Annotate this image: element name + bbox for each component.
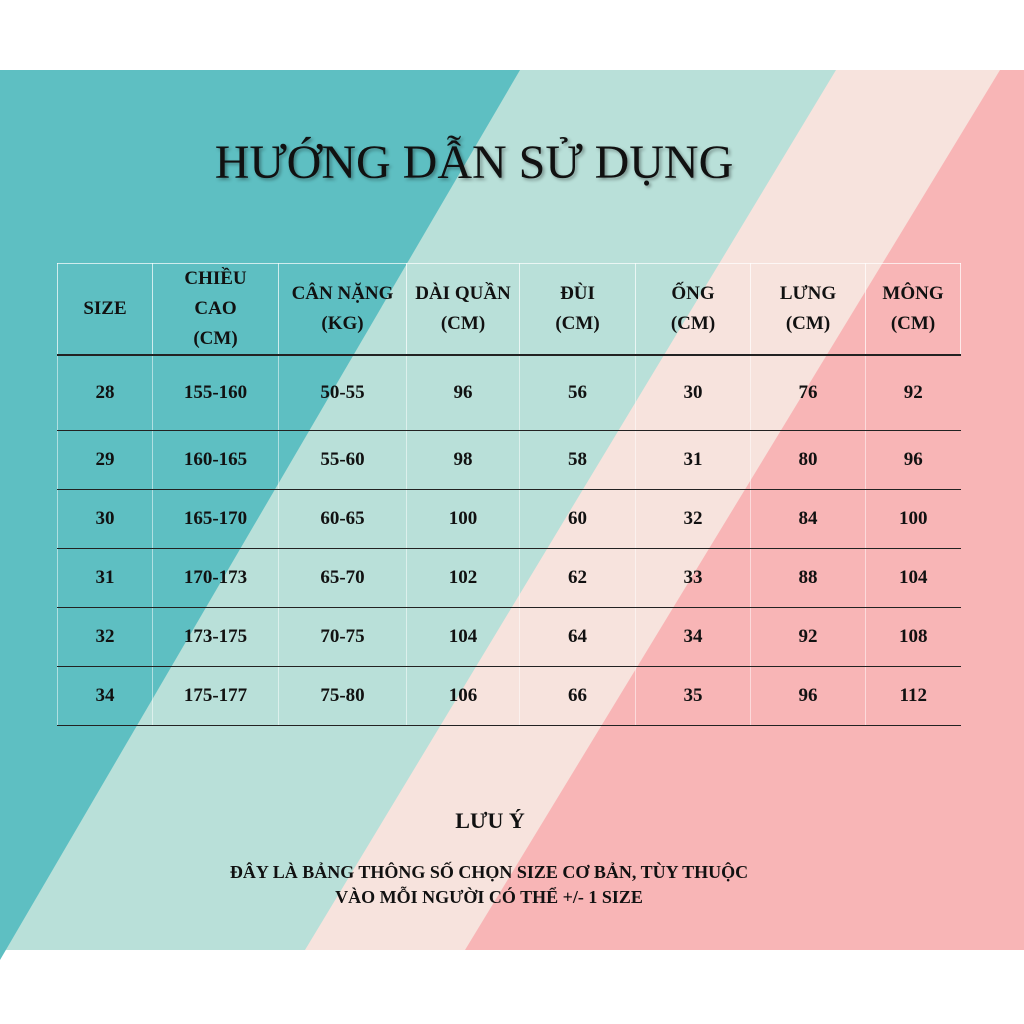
- table-row: [58, 667, 961, 726]
- table-row: [58, 549, 961, 608]
- column-header-line: (CM): [440, 313, 486, 334]
- table-cell: 34: [58, 667, 153, 726]
- table-cell: 96: [751, 667, 866, 726]
- column-header: [407, 264, 520, 356]
- table-cell: 84: [751, 490, 866, 549]
- note-title: LƯU Ý: [455, 808, 525, 833]
- column-header: [866, 264, 961, 356]
- column-header-line: (KG): [321, 313, 364, 334]
- table-cell: 160-165: [153, 431, 279, 490]
- column-header-line: SIZE: [83, 298, 127, 319]
- table-cell: 102: [407, 549, 520, 608]
- column-header-line: ỐNG: [671, 283, 715, 304]
- column-header-line: CÂN NẶNG: [291, 283, 394, 304]
- table-cell: 65-70: [279, 549, 407, 608]
- table-cell: 98: [407, 431, 520, 490]
- table-row: [58, 431, 961, 490]
- table-cell: 70-75: [279, 608, 407, 667]
- table-cell: 96: [866, 431, 961, 490]
- table-cell: 100: [407, 490, 520, 549]
- table-cell: 55-60: [279, 431, 407, 490]
- column-header: [58, 264, 153, 356]
- table-cell: 96: [407, 355, 520, 431]
- table-cell: 165-170: [153, 490, 279, 549]
- column-header-line: DÀI QUẦN: [415, 283, 511, 304]
- column-header: [153, 264, 279, 356]
- table-cell: 30: [636, 355, 751, 431]
- table-cell: 88: [751, 549, 866, 608]
- table-cell: 75-80: [279, 667, 407, 726]
- column-header-line: CHIỀU: [184, 268, 247, 289]
- table-cell: 104: [866, 549, 961, 608]
- table-cell: 29: [58, 431, 153, 490]
- table-row: [58, 355, 961, 431]
- table-cell: 32: [58, 608, 153, 667]
- column-header-line: MÔNG: [882, 283, 944, 304]
- table-cell: 170-173: [153, 549, 279, 608]
- table-cell: 34: [636, 608, 751, 667]
- table-row: [58, 608, 961, 667]
- table-cell: 30: [58, 490, 153, 549]
- column-header-line: ĐÙI: [560, 283, 595, 304]
- table-cell: 92: [866, 355, 961, 431]
- table-cell: 28: [58, 355, 153, 431]
- table-cell: 106: [407, 667, 520, 726]
- column-header: [279, 264, 407, 356]
- column-header-line: (CM): [670, 313, 716, 334]
- table-cell: 50-55: [279, 355, 407, 431]
- table-cell: 80: [751, 431, 866, 490]
- column-header-line: LƯNG: [779, 283, 837, 304]
- table-cell: 31: [636, 431, 751, 490]
- table-cell: 66: [520, 667, 636, 726]
- table-cell: 56: [520, 355, 636, 431]
- table-cell: 173-175: [153, 608, 279, 667]
- table-header-row: [58, 264, 961, 356]
- table-cell: 60: [520, 490, 636, 549]
- table-cell: 64: [520, 608, 636, 667]
- page-title: HƯỚNG DẪN SỬ DỤNG: [214, 136, 734, 189]
- column-header-line: (CM): [785, 313, 831, 334]
- table-cell: 31: [58, 549, 153, 608]
- table-cell: 35: [636, 667, 751, 726]
- size-table: [57, 263, 961, 726]
- column-header-line: (CM): [555, 313, 600, 334]
- column-header-line: (CM): [193, 328, 238, 349]
- table-row: [58, 490, 961, 549]
- column-header-line: CAO: [194, 298, 237, 319]
- table-cell: 33: [636, 549, 751, 608]
- note-line-2: VÀO MỖI NGƯỜI CÓ THỂ +/- 1 SIZE: [335, 887, 643, 907]
- column-header: [636, 264, 751, 356]
- table-cell: 32: [636, 490, 751, 549]
- table-cell: 112: [866, 667, 961, 726]
- table-cell: 76: [751, 355, 866, 431]
- table-cell: 175-177: [153, 667, 279, 726]
- table-cell: 108: [866, 608, 961, 667]
- table-cell: 60-65: [279, 490, 407, 549]
- note-text: [0, 860, 978, 910]
- table-cell: 62: [520, 549, 636, 608]
- column-header: [751, 264, 866, 356]
- table-cell: 155-160: [153, 355, 279, 431]
- table-cell: 104: [407, 608, 520, 667]
- column-header: [520, 264, 636, 356]
- table-cell: 58: [520, 431, 636, 490]
- table-cell: 92: [751, 608, 866, 667]
- table-cell: 100: [866, 490, 961, 549]
- note-line-1: ĐÂY LÀ BẢNG THÔNG SỐ CHỌN SIZE CƠ BẢN, TÙY THUỘC: [229, 862, 749, 882]
- column-header-line: (CM): [890, 313, 936, 334]
